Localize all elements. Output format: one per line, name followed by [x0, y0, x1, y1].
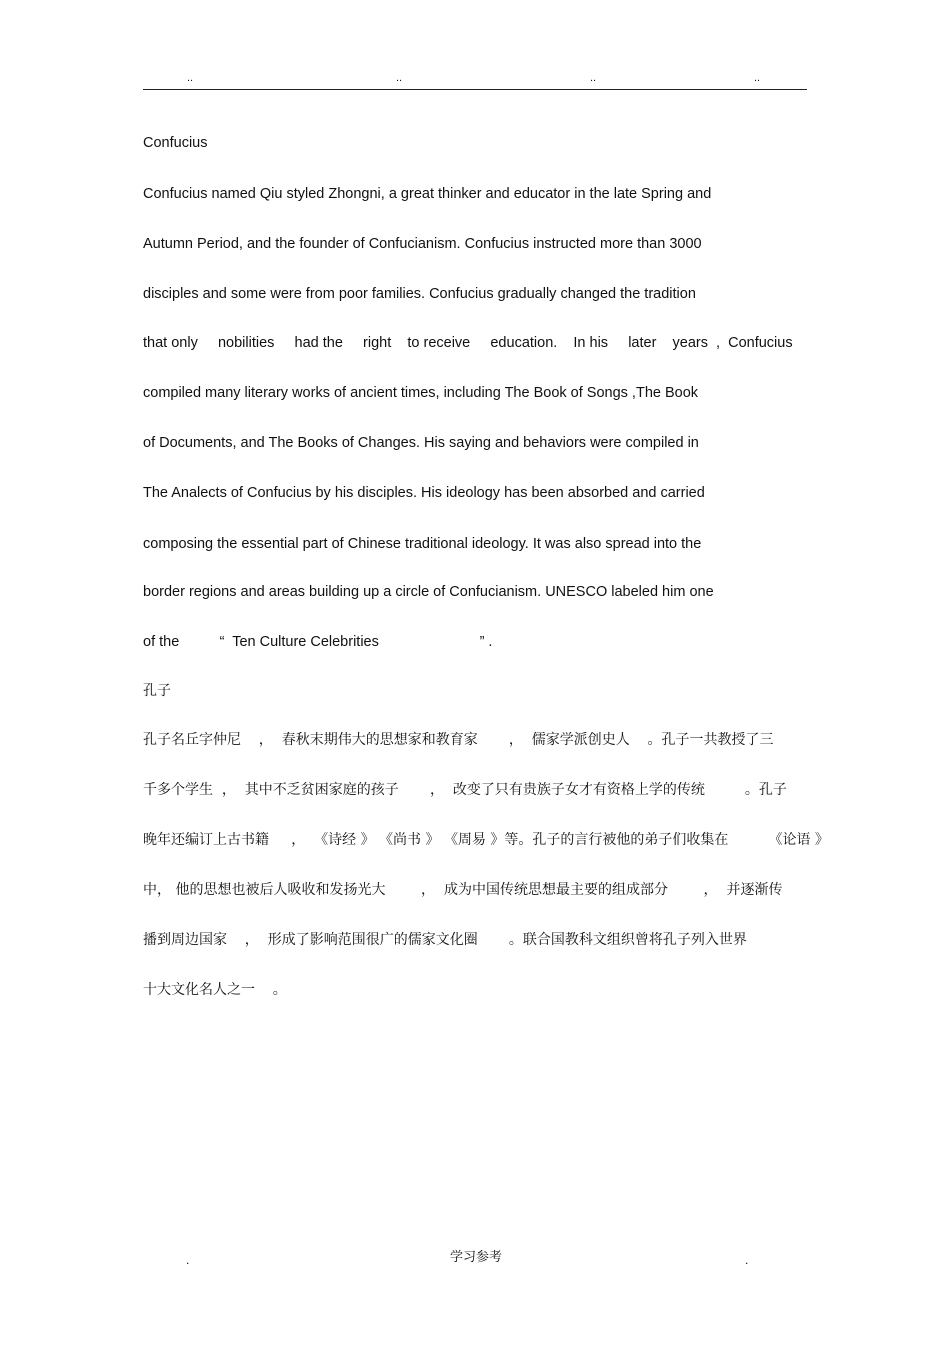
english-paragraph-line: The Analects of Confucius by his disciples. His ideology has been absorbed and carried: [143, 485, 705, 501]
english-paragraph-line: compiled many literary works of ancient times, including The Book of Songs ,The Book: [143, 385, 699, 401]
page-header: [0, 71, 950, 85]
english-paragraph-line: of Documents, and The Books of Changes. His saying and behaviors were compiled in: [143, 435, 699, 451]
english-paragraph-line: border regions and areas building up a circle of Confucianism. UNESCO labeled him one: [143, 584, 714, 600]
chinese-paragraph-line: 晚年还编订上古书籍 ， 《诗经 》 《尚书 》 《周易 》等。孔子的言行被他的弟子们收集在 《论语 》: [143, 832, 829, 848]
english-paragraph-line: Autumn Period, and the founder of Confucianism. Confucius instructed more than 3000: [143, 236, 702, 252]
english-paragraph-line: of the “ Ten Culture Celebrities ” .: [143, 634, 493, 650]
footer-caption: 学习参考: [450, 1250, 503, 1265]
header-mark: ..: [590, 72, 597, 84]
header-mark: ..: [187, 72, 194, 84]
chinese-paragraph-line: 千多个学生 ， 其中不乏贫困家庭的孩子 ， 改变了只有贵族子女才有资格上学的传统 。孔子: [143, 782, 787, 798]
chinese-paragraph-line: 孔子名丘字仲尼 ， 春秋末期伟大的思想家和教育家 ， 儒家学派创史人 。孔子一共教授了三: [143, 732, 774, 748]
english-paragraph-line: disciples and some were from poor families. Confucius gradually changed the tradition: [143, 286, 696, 302]
english-title: Confucius: [143, 135, 208, 151]
chinese-paragraph-line: 播到周边国家 ， 形成了影响范围很广的儒家文化圈 。联合国教科文组织曾将孔子列入世界: [143, 932, 747, 948]
footer-right-mark: .: [745, 1253, 749, 1267]
header-mark: ..: [396, 72, 403, 84]
chinese-paragraph-line: 十大文化名人之一 。: [143, 982, 287, 998]
chinese-paragraph-line: 中， 他的思想也被后人吸收和发扬光大 ， 成为中国传统思想最主要的组成部分 ， 并逐渐传: [143, 882, 783, 898]
header-divider: [143, 89, 807, 90]
english-paragraph-line: that only nobilities had the right to receive education. In his later years , Confucius: [143, 335, 793, 351]
footer-left-mark: .: [186, 1253, 190, 1267]
english-paragraph-line: composing the essential part of Chinese traditional ideology. It was also spread into the: [143, 536, 702, 552]
chinese-title: 孔子: [143, 683, 171, 699]
header-mark: ..: [754, 72, 761, 84]
english-paragraph-line: Confucius named Qiu styled Zhongni, a great thinker and educator in the late Spring and: [143, 186, 712, 202]
